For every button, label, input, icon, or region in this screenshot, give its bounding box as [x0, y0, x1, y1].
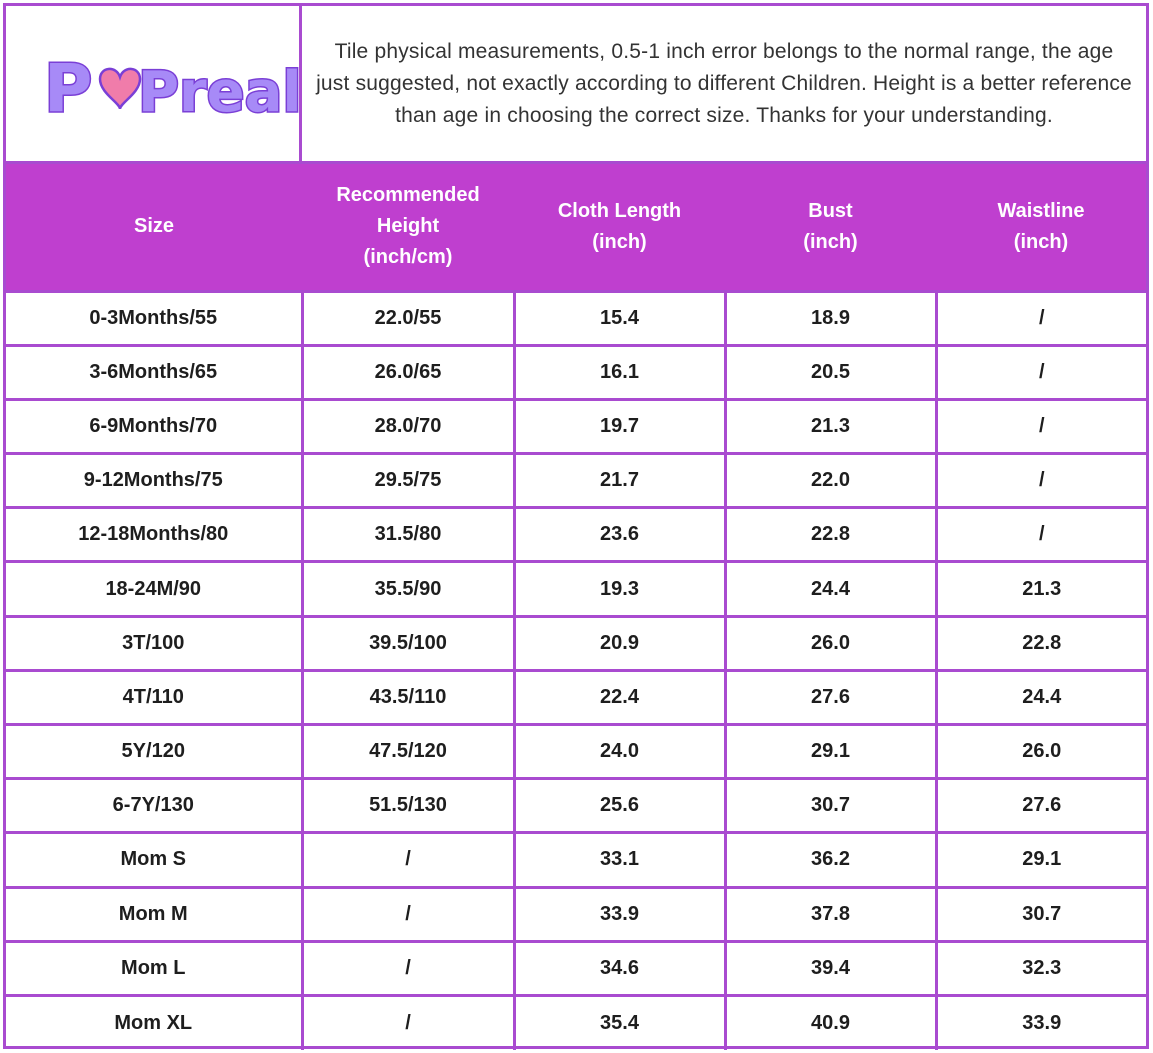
column-header-bust: Bust (inch)	[725, 164, 936, 291]
brand-logo	[38, 39, 302, 129]
table-header-row	[6, 164, 1146, 291]
column-header-cloth-length: Cloth Length (inch)	[514, 164, 725, 291]
waistline-cell: 33.9	[936, 995, 1146, 1049]
cloth-length-cell: 22.4	[514, 670, 725, 724]
cloth-length-cell: 21.7	[514, 454, 725, 508]
size-cell: Mom S	[6, 833, 302, 887]
height-cell: 51.5/130	[302, 779, 514, 833]
svg-text:Preal: Preal	[137, 59, 302, 125]
cloth-length-cell: 25.6	[514, 779, 725, 833]
waistline-cell: 26.0	[936, 725, 1146, 779]
bust-cell: 29.1	[725, 725, 936, 779]
bust-cell: 37.8	[725, 887, 936, 941]
cloth-length-cell: 15.4	[514, 291, 725, 345]
cloth-length-cell: 33.1	[514, 833, 725, 887]
height-cell: 47.5/120	[302, 725, 514, 779]
column-header-height: Recommended Height (inch/cm)	[302, 164, 514, 291]
table-row	[6, 508, 1146, 562]
table-row	[6, 399, 1146, 453]
size-cell: Mom M	[6, 887, 302, 941]
table-row	[6, 941, 1146, 995]
height-cell: 39.5/100	[302, 616, 514, 670]
size-cell: 12-18Months/80	[6, 508, 302, 562]
svg-text:P: P	[43, 49, 92, 127]
table-row	[6, 345, 1146, 399]
height-cell: /	[302, 995, 514, 1049]
bust-cell: 39.4	[725, 941, 936, 995]
cloth-length-cell: 35.4	[514, 995, 725, 1049]
bust-cell: 26.0	[725, 616, 936, 670]
cloth-length-cell: 20.9	[514, 616, 725, 670]
table-row	[6, 833, 1146, 887]
cloth-length-cell: 23.6	[514, 508, 725, 562]
bust-cell: 27.6	[725, 670, 936, 724]
table-row	[6, 995, 1146, 1049]
height-cell: 31.5/80	[302, 508, 514, 562]
cloth-length-cell: 19.7	[514, 399, 725, 453]
height-cell: 28.0/70	[302, 399, 514, 453]
waistline-cell: 21.3	[936, 562, 1146, 616]
height-cell: /	[302, 941, 514, 995]
size-cell: 3T/100	[6, 616, 302, 670]
bust-cell: 21.3	[725, 399, 936, 453]
logo-cell	[6, 6, 302, 161]
cloth-length-cell: 34.6	[514, 941, 725, 995]
column-header-size: Size	[6, 164, 302, 291]
table-body	[6, 291, 1146, 1050]
waistline-cell: /	[936, 508, 1146, 562]
waistline-cell: /	[936, 399, 1146, 453]
table-row	[6, 616, 1146, 670]
bust-cell: 22.0	[725, 454, 936, 508]
height-cell: /	[302, 887, 514, 941]
size-cell: 6-7Y/130	[6, 779, 302, 833]
size-cell: 5Y/120	[6, 725, 302, 779]
size-cell: Mom XL	[6, 995, 302, 1049]
bust-cell: 22.8	[725, 508, 936, 562]
top-row	[6, 6, 1146, 164]
waistline-cell: 32.3	[936, 941, 1146, 995]
height-cell: 26.0/65	[302, 345, 514, 399]
cloth-length-cell: 19.3	[514, 562, 725, 616]
waistline-cell: /	[936, 345, 1146, 399]
cloth-length-cell: 24.0	[514, 725, 725, 779]
heart-icon	[100, 68, 140, 108]
size-chart	[3, 3, 1149, 1049]
cloth-length-cell: 33.9	[514, 887, 725, 941]
cloth-length-cell: 16.1	[514, 345, 725, 399]
size-table	[6, 164, 1146, 1050]
bust-cell: 18.9	[725, 291, 936, 345]
table-row	[6, 291, 1146, 345]
waistline-cell: 30.7	[936, 887, 1146, 941]
height-cell: /	[302, 833, 514, 887]
notice-text: Tile physical measurements, 0.5-1 inch error belongs to the normal range, the age just suggested, not exactly according to different Children. Height is a better reference than age in choosing the correct size. Thanks for your understanding.	[316, 39, 1132, 127]
table-row	[6, 454, 1146, 508]
height-cell: 35.5/90	[302, 562, 514, 616]
bust-cell: 40.9	[725, 995, 936, 1049]
bust-cell: 36.2	[725, 833, 936, 887]
waistline-cell: 27.6	[936, 779, 1146, 833]
size-cell: 0-3Months/55	[6, 291, 302, 345]
column-header-waistline: Waistline (inch)	[936, 164, 1146, 291]
size-cell: 6-9Months/70	[6, 399, 302, 453]
waistline-cell: 29.1	[936, 833, 1146, 887]
waistline-cell: /	[936, 291, 1146, 345]
table-row	[6, 670, 1146, 724]
waistline-cell: 22.8	[936, 616, 1146, 670]
height-cell: 22.0/55	[302, 291, 514, 345]
table-row	[6, 562, 1146, 616]
height-cell: 29.5/75	[302, 454, 514, 508]
size-cell: 3-6Months/65	[6, 345, 302, 399]
size-cell: Mom L	[6, 941, 302, 995]
bust-cell: 20.5	[725, 345, 936, 399]
table-row	[6, 887, 1146, 941]
waistline-cell: /	[936, 454, 1146, 508]
table-row	[6, 725, 1146, 779]
height-cell: 43.5/110	[302, 670, 514, 724]
waistline-cell: 24.4	[936, 670, 1146, 724]
size-cell: 18-24M/90	[6, 562, 302, 616]
bust-cell: 30.7	[725, 779, 936, 833]
notice-cell	[302, 6, 1146, 161]
size-cell: 9-12Months/75	[6, 454, 302, 508]
table-row	[6, 779, 1146, 833]
bust-cell: 24.4	[725, 562, 936, 616]
size-cell: 4T/110	[6, 670, 302, 724]
